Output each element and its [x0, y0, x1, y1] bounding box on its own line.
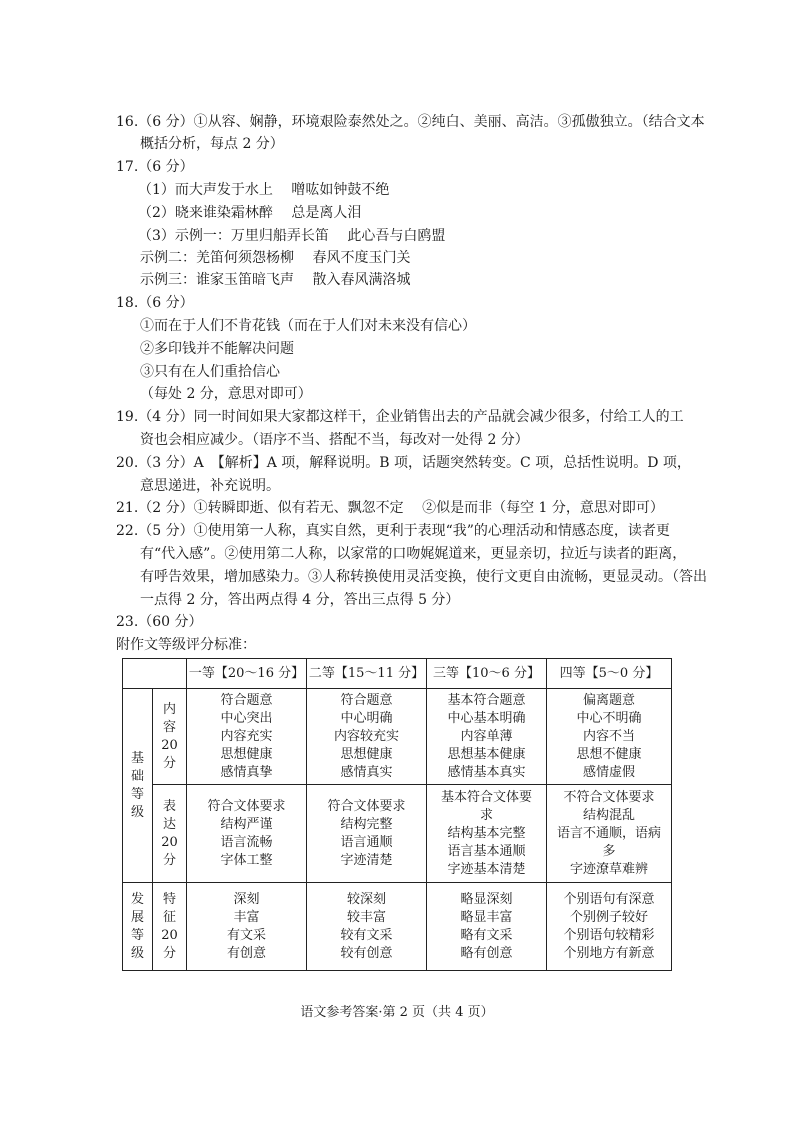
q17-item4: 示例二：羌笛何须怨杨柳 春风不度玉门关 [140, 250, 411, 266]
q18-note: （每处 2 分，意思对即可） [140, 386, 312, 402]
q22-line2: 有“代入感”。②使用第二人称，以家常的口吻娓娓道来，更显亲切，拉近与读者的距离， [140, 546, 687, 562]
expression-grade-2: 符合文体要求 结构完整 语言通顺 字迹清楚 [307, 785, 427, 883]
content-label: 内 容 20 分 [153, 689, 187, 785]
content-grade-1: 符合题意 中心突出 内容充实 思想健康 感情真挚 [187, 689, 307, 785]
grade-2-header: 二等【15～11 分】 [307, 659, 427, 689]
q18-item3: ③只有在人们重拾信心 [140, 364, 280, 380]
content-grade-3: 基本符合题意 中心基本明确 内容单薄 思想基本健康 感情基本真实 [427, 689, 547, 785]
feature-grade-1: 深刻 丰富 有文采 有创意 [187, 883, 307, 971]
feature-grade-3: 略显深刻 略显丰富 略有文采 略有创意 [427, 883, 547, 971]
feature-label: 特 征 20 分 [153, 883, 187, 971]
q18-item1: ①而在于人们不肯花钱（而在于人们对未来没有信心） [140, 318, 476, 334]
rubric-expression-row [123, 785, 672, 883]
q17-item5: 示例三：谁家玉笛暗飞声 散入春风满洛城 [140, 272, 411, 288]
q17-item2: （2）晓来谁染霜林醉 总是离人泪 [138, 205, 362, 221]
q16-line1: 16.（6 分）①从容、娴静，环境艰险泰然处之。②纯白、美丽、高洁。③孤傲独立。（结合文本 [116, 114, 705, 130]
content-grade-4: 偏离题意 中心不明确 内容不当 思想不健康 感情虚假 [547, 689, 672, 785]
expression-label: 表 达 20 分 [153, 785, 187, 883]
q19-line1: 19.（4 分）同一时间如果大家都这样干，企业销售出去的产品就会减少很多，付给工人的工 [116, 409, 684, 425]
q20-line2: 意思递进，补充说明。 [140, 478, 280, 494]
q21-line1: 21.（2 分）①转瞬即逝、似有若无、飘忽不定 ②似是而非（每空 1 分，意思对即可） [116, 500, 664, 516]
feature-grade-2: 较深刻 较丰富 较有文采 较有创意 [307, 883, 427, 971]
rubric-corner-cell [123, 659, 187, 689]
q17-header: 17.（6 分） [116, 159, 194, 175]
essay-rubric-table [122, 658, 672, 971]
q17-item3: （3）示例一：万里归船弄长笛 此心吾与白鸥盟 [138, 228, 446, 244]
rubric-feature-row [123, 883, 672, 971]
rubric-content-row [123, 689, 672, 785]
expression-grade-4: 不符合文体要求 结构混乱 语言不通顺，语病 多 字迹潦草难辨 [547, 785, 672, 883]
grade-4-header: 四等【5～0 分】 [547, 659, 672, 689]
develop-level-label: 发 展 等 级 [123, 883, 153, 971]
q23-header: 23.（60 分） [116, 614, 203, 630]
basic-level-label: 基 础 等 级 [123, 689, 153, 883]
q22-line3: 有呼告效果，增加感染力。③人称转换使用灵活变换，使行文更自由流畅，更显灵动。（答出 [140, 569, 707, 585]
content-grade-2: 符合题意 中心明确 内容较充实 思想健康 感情真实 [307, 689, 427, 785]
q22-line1: 22.（5 分）①使用第一人称，真实自然，更利于表现“我”的心理活动和情感态度，读者更 [116, 523, 670, 539]
expression-grade-1: 符合文体要求 结构严谨 语言流畅 字体工整 [187, 785, 307, 883]
page-footer: 语文参考答案·第 2 页（共 4 页） [300, 1005, 494, 1020]
q18-header: 18.（6 分） [116, 295, 194, 311]
grade-1-header: 一等【20～16 分】 [187, 659, 307, 689]
feature-grade-4: 个别语句有深意 个别例子较好 个别语句较精彩 个别地方有新意 [547, 883, 672, 971]
q19-line2: 资也会相应减少。（语序不当、搭配不当，每改对一处得 2 分） [140, 432, 529, 448]
expression-grade-3: 基本符合文体要 求 结构基本完整 语言基本通顺 字迹基本清楚 [427, 785, 547, 883]
q18-item2: ②多印钱并不能解决问题 [140, 341, 294, 357]
q22-line4: 一点得 2 分，答出两点得 4 分，答出三点得 5 分） [140, 592, 460, 608]
q17-item1: （1）而大声发于水上 噌吰如钟鼓不绝 [138, 182, 390, 198]
grade-3-header: 三等【10～6 分】 [427, 659, 547, 689]
q23-sub: 附作文等级评分标准： [116, 637, 256, 653]
q16-line2: 概括分析，每点 2 分） [140, 136, 284, 152]
rubric-header-row [123, 659, 672, 689]
q20-line1: 20.（3 分）A 【解析】A 项，解释说明。B 项，话题突然转变。C 项，总括性说明。D 项， [116, 455, 691, 471]
